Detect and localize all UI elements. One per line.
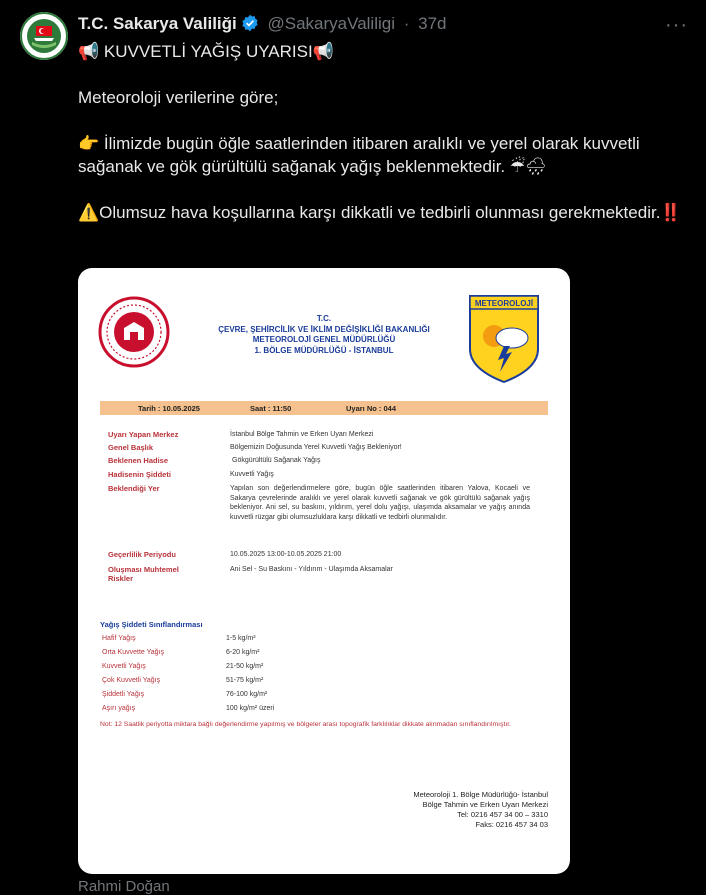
more-options-icon[interactable]: ··· xyxy=(665,14,688,36)
rain-cloud-emoji: 🌧 xyxy=(525,157,547,176)
warning-number: Uyarı No : 044 xyxy=(346,404,397,413)
field-value: Kuvvetli Yağış xyxy=(230,471,274,478)
field-value: İstanbul Bölge Tahmin ve Erken Uyarı Merkezi xyxy=(230,431,374,438)
field-label: Geçerlilik Periyodu xyxy=(108,550,176,559)
field-value: 10.05.2025 13:00-10.05.2025 21:00 xyxy=(230,551,342,558)
ministry-line: METEOROLOJİ GENEL MÜDÜRLÜĞÜ xyxy=(252,335,396,344)
ministry-line: ÇEVRE, ŞEHİRCİLİK VE İKLİM DEĞİŞİKLİĞİ BAKANLIĞI xyxy=(218,324,430,334)
field-label: Beklenen Hadise xyxy=(108,456,169,465)
scale-name: Çok Kuvvetli Yağış xyxy=(102,677,161,684)
warning-date: Tarih : 10.05.2025 xyxy=(138,404,200,413)
author-name[interactable]: T.C. Sakarya Valiliği xyxy=(78,14,237,33)
avatar[interactable] xyxy=(20,12,68,60)
separator: · xyxy=(403,14,410,33)
field-value: Yapılan son değerlendirmelere göre, bugün öğle saatlerinden itibaren Yalova, Kocaeli ve Sakarya çevrelerinde aralıklı ve yerel olarak kuvvetli sağanak ve gök gürültülü sağanak yağış bekleniyor. Ani sel, su baskını, yıldırım, yerel dolu yağışı, ulaşımda aksamalar ve yağış anında kuvvetli rüzgar gibi olumsuzluklara karşı dikkatli ve tedbirli olunmalıdır. xyxy=(230,485,530,521)
scale-range: 1-5 kg/m² xyxy=(226,635,256,642)
scale-name: Hafif Yağış xyxy=(102,635,136,642)
field-label: Genel Başlık xyxy=(108,443,154,452)
footer-line: Bölge Tahmin ve Erken Uyarı Merkezi xyxy=(422,800,548,809)
verified-badge-icon xyxy=(241,14,259,37)
tweet-body: İlimizde bugün öğle saatlerinden itibaren aralıklı ve yerel olarak kuvvetli sağanak ve gök gürültülü sağanak yağış beklenmektedir. xyxy=(78,134,640,176)
warning-document-image[interactable] xyxy=(78,268,570,874)
timestamp[interactable]: 37d xyxy=(418,14,447,33)
field-value: Ani Sel - Su Baskını - Yıldırım - Ulaşımda Aksamalar xyxy=(230,566,393,573)
megaphone-emoji: 📢 xyxy=(78,42,100,61)
field-value: Gökgürültülü Sağanak Yağış xyxy=(232,457,321,464)
ministry-title xyxy=(188,314,460,356)
scale-range: 51-75 kg/m² xyxy=(226,677,264,684)
tweet-text xyxy=(78,40,688,224)
scale-range: 21-50 kg/m² xyxy=(226,663,264,670)
author-handle[interactable]: @SakaryaValiligi xyxy=(267,14,395,33)
logo-text: METEOROLOJİ xyxy=(474,299,534,308)
umbrella-emoji: ☔ xyxy=(509,157,526,176)
scale-range: 100 kg/m² üzeri xyxy=(226,705,275,712)
field-label: Beklendiği Yer xyxy=(108,484,160,493)
field-value: Bölgemizin Doğusunda Yerel Kuvvetli Yağış Bekleniyor! xyxy=(230,444,402,451)
tweet-title: KUVVETLİ YAĞIŞ UYARISI xyxy=(103,42,313,61)
sakarya-seal-icon xyxy=(20,12,68,60)
field-label: Hadisenin Şiddeti xyxy=(108,470,171,479)
scale-name: Orta Kuvvette Yağış xyxy=(102,649,164,656)
footer-line: Meteoroloji 1. Bölge Müdürlüğü- İstanbul xyxy=(413,790,548,799)
scale-name: Aşırı yağış xyxy=(102,705,136,712)
footer-line: Faks: 0216 457 34 03 xyxy=(475,820,548,829)
scale-note: Not: 12 Saatlik periyotta miktara bağlı değerlendirme yapılmış ve bölgeler arası topografik farklılıklar dikkate alınmadan sınıflandırılmıştır. xyxy=(100,721,512,728)
scale-range: 6-20 kg/m² xyxy=(226,649,260,656)
ministry-seal-icon xyxy=(98,296,170,368)
warning-emoji: ⚠️ xyxy=(78,203,100,222)
ministry-line: 1. BÖLGE MÜDÜRLÜĞÜ - İSTANBUL xyxy=(254,345,394,355)
document-footer xyxy=(413,790,548,830)
scale-name: Kuvvetli Yağış xyxy=(102,663,146,670)
pointing-hand-emoji: 👉 xyxy=(78,134,100,153)
loudspeaker-emoji: 📢 xyxy=(312,42,334,61)
scale-range: 76-100 kg/m² xyxy=(226,691,268,698)
tweet-warning: Olumsuz hava koşullarına karşı dikkatli ve tedbirli olunması gerekmektedir. xyxy=(99,203,661,222)
field-label: Uyarı Yapan Merkez xyxy=(108,430,179,439)
meteoroloji-logo-icon xyxy=(468,294,540,384)
scale-title: Yağış Şiddeti Sınıflandırması xyxy=(100,620,203,629)
footer-line: Tel: 0216 457 34 00 – 3310 xyxy=(457,810,548,819)
double-exclamation-emoji: ‼️ xyxy=(660,203,682,222)
warning-time: Saat : 11:50 xyxy=(250,404,292,413)
tweet-header xyxy=(78,14,447,37)
field-label: Oluşması Muhtemel Riskler xyxy=(108,565,179,583)
warning-info-bar xyxy=(100,401,548,415)
scale-name: Şiddetli Yağış xyxy=(102,691,145,698)
image-caption: Rahmi Doğan xyxy=(78,878,170,895)
ministry-line: T.C. xyxy=(316,314,332,323)
tweet-intro: Meteoroloji verilerine göre; xyxy=(78,88,279,107)
